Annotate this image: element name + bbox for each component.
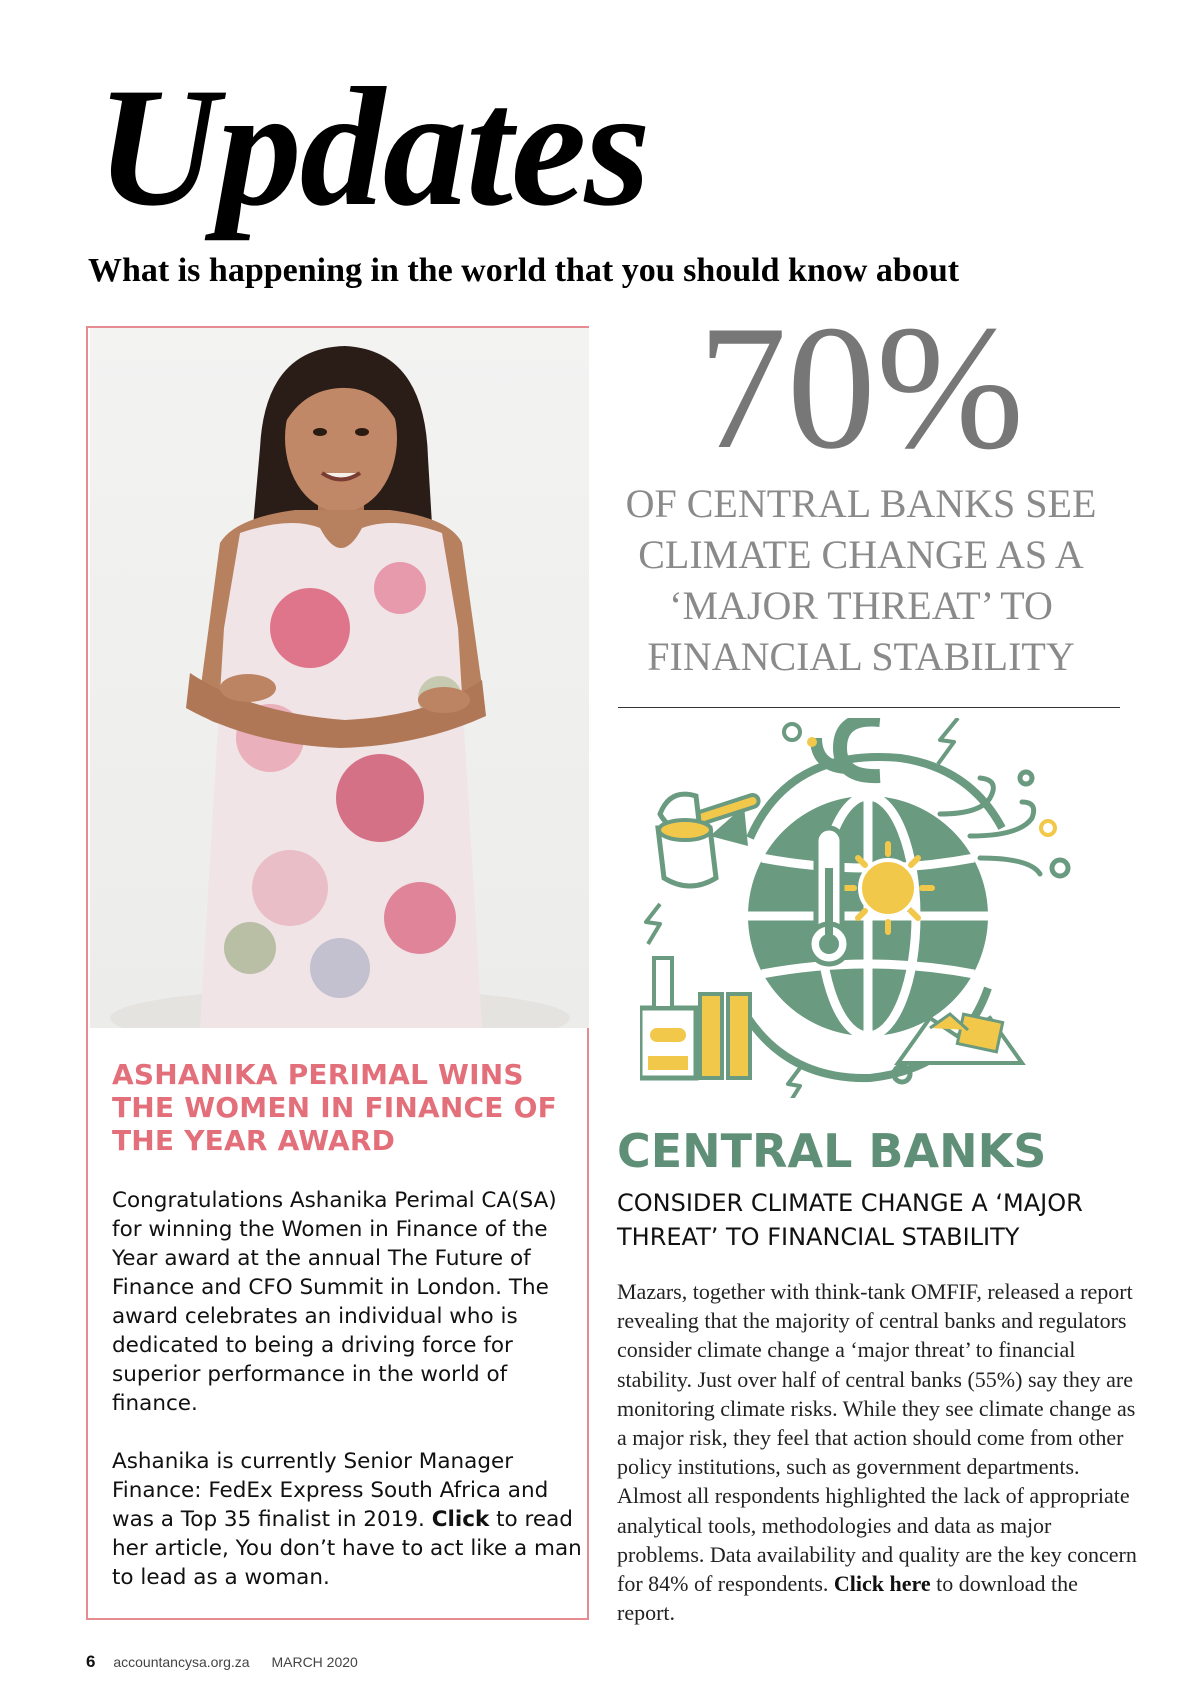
award-paragraph-1: Congratulations Ashanika Perimal CA(SA) for winning the Women in Finance of the Year award at the annual The Future of Finance and CFO Summit in London. The award celebrates an individual who is dedicated to being a driving force for superior performance in the world of finance. [112,1188,557,1416]
central-banks-subheading: CONSIDER CLIMATE CHANGE A ‘MAJOR THREAT’ TO FINANCIAL STABILITY [617,1189,1083,1251]
download-report-link[interactable]: Click here [833,1571,931,1597]
factory-icon [640,958,750,1078]
issue-date: MARCH 2020 [271,1654,358,1670]
award-article-link[interactable]: Click [431,1507,490,1532]
award-heading: ASHANIKA PERIMAL WINS THE WOMEN IN FINANCE OF THE YEAR AWARD [112,1058,557,1157]
stat-value: 70% [697,288,1025,486]
page-footer [86,1652,358,1672]
website-link[interactable]: accountancysa.org.za [113,1654,250,1670]
divider [618,707,1120,708]
portrait-photo [90,328,589,1028]
thermometer-icon [809,828,849,964]
central-banks-heading: CENTRAL BANKS [617,1124,1047,1178]
award-body [112,1186,582,1621]
central-banks-body [617,1277,1137,1627]
stat-caption: OF CENTRAL BANKS SEE CLIMATE CHANGE AS A ‘MAJOR THREAT’ TO FINANCIAL STABILITY [625,481,1097,679]
climate-globe-illustration [640,718,1080,1098]
central-banks-body-tail: to download the report. [617,1571,1078,1626]
award-paragraph-2-text: Ashanika is currently Senior Manager Finance: FedEx Express South Africa and was a Top 35 finalist in 2019. [112,1449,549,1532]
central-banks-body-text: Mazars, together with think-tank OMFIF, released a report revealing that the majority of central banks and regulators consider climate change a ‘major threat’ to financial stability. Just over half of central banks (55%) say they are monitoring climate risks. While they see climate change as a major risk, they feel that action should come from other policy institutions, such as government departments. Almost all respondents highlighted the lack of appropriate analytical tools, methodologies and data as major problems. Data availability and quality are the key concern for 84% of respondents. [617,1279,1137,1597]
woman-portrait-image [90,328,589,1028]
page-subtitle: What is happening in the world that you should know about [88,252,960,289]
page-title: Updates [96,53,649,241]
award-card [86,326,589,1620]
award-paragraph-2-tail: to read her article, You don’t have to act like a man to lead as a woman. [112,1507,582,1590]
award-paragraph-2 [112,1447,582,1592]
page-number: 6 [86,1652,96,1671]
